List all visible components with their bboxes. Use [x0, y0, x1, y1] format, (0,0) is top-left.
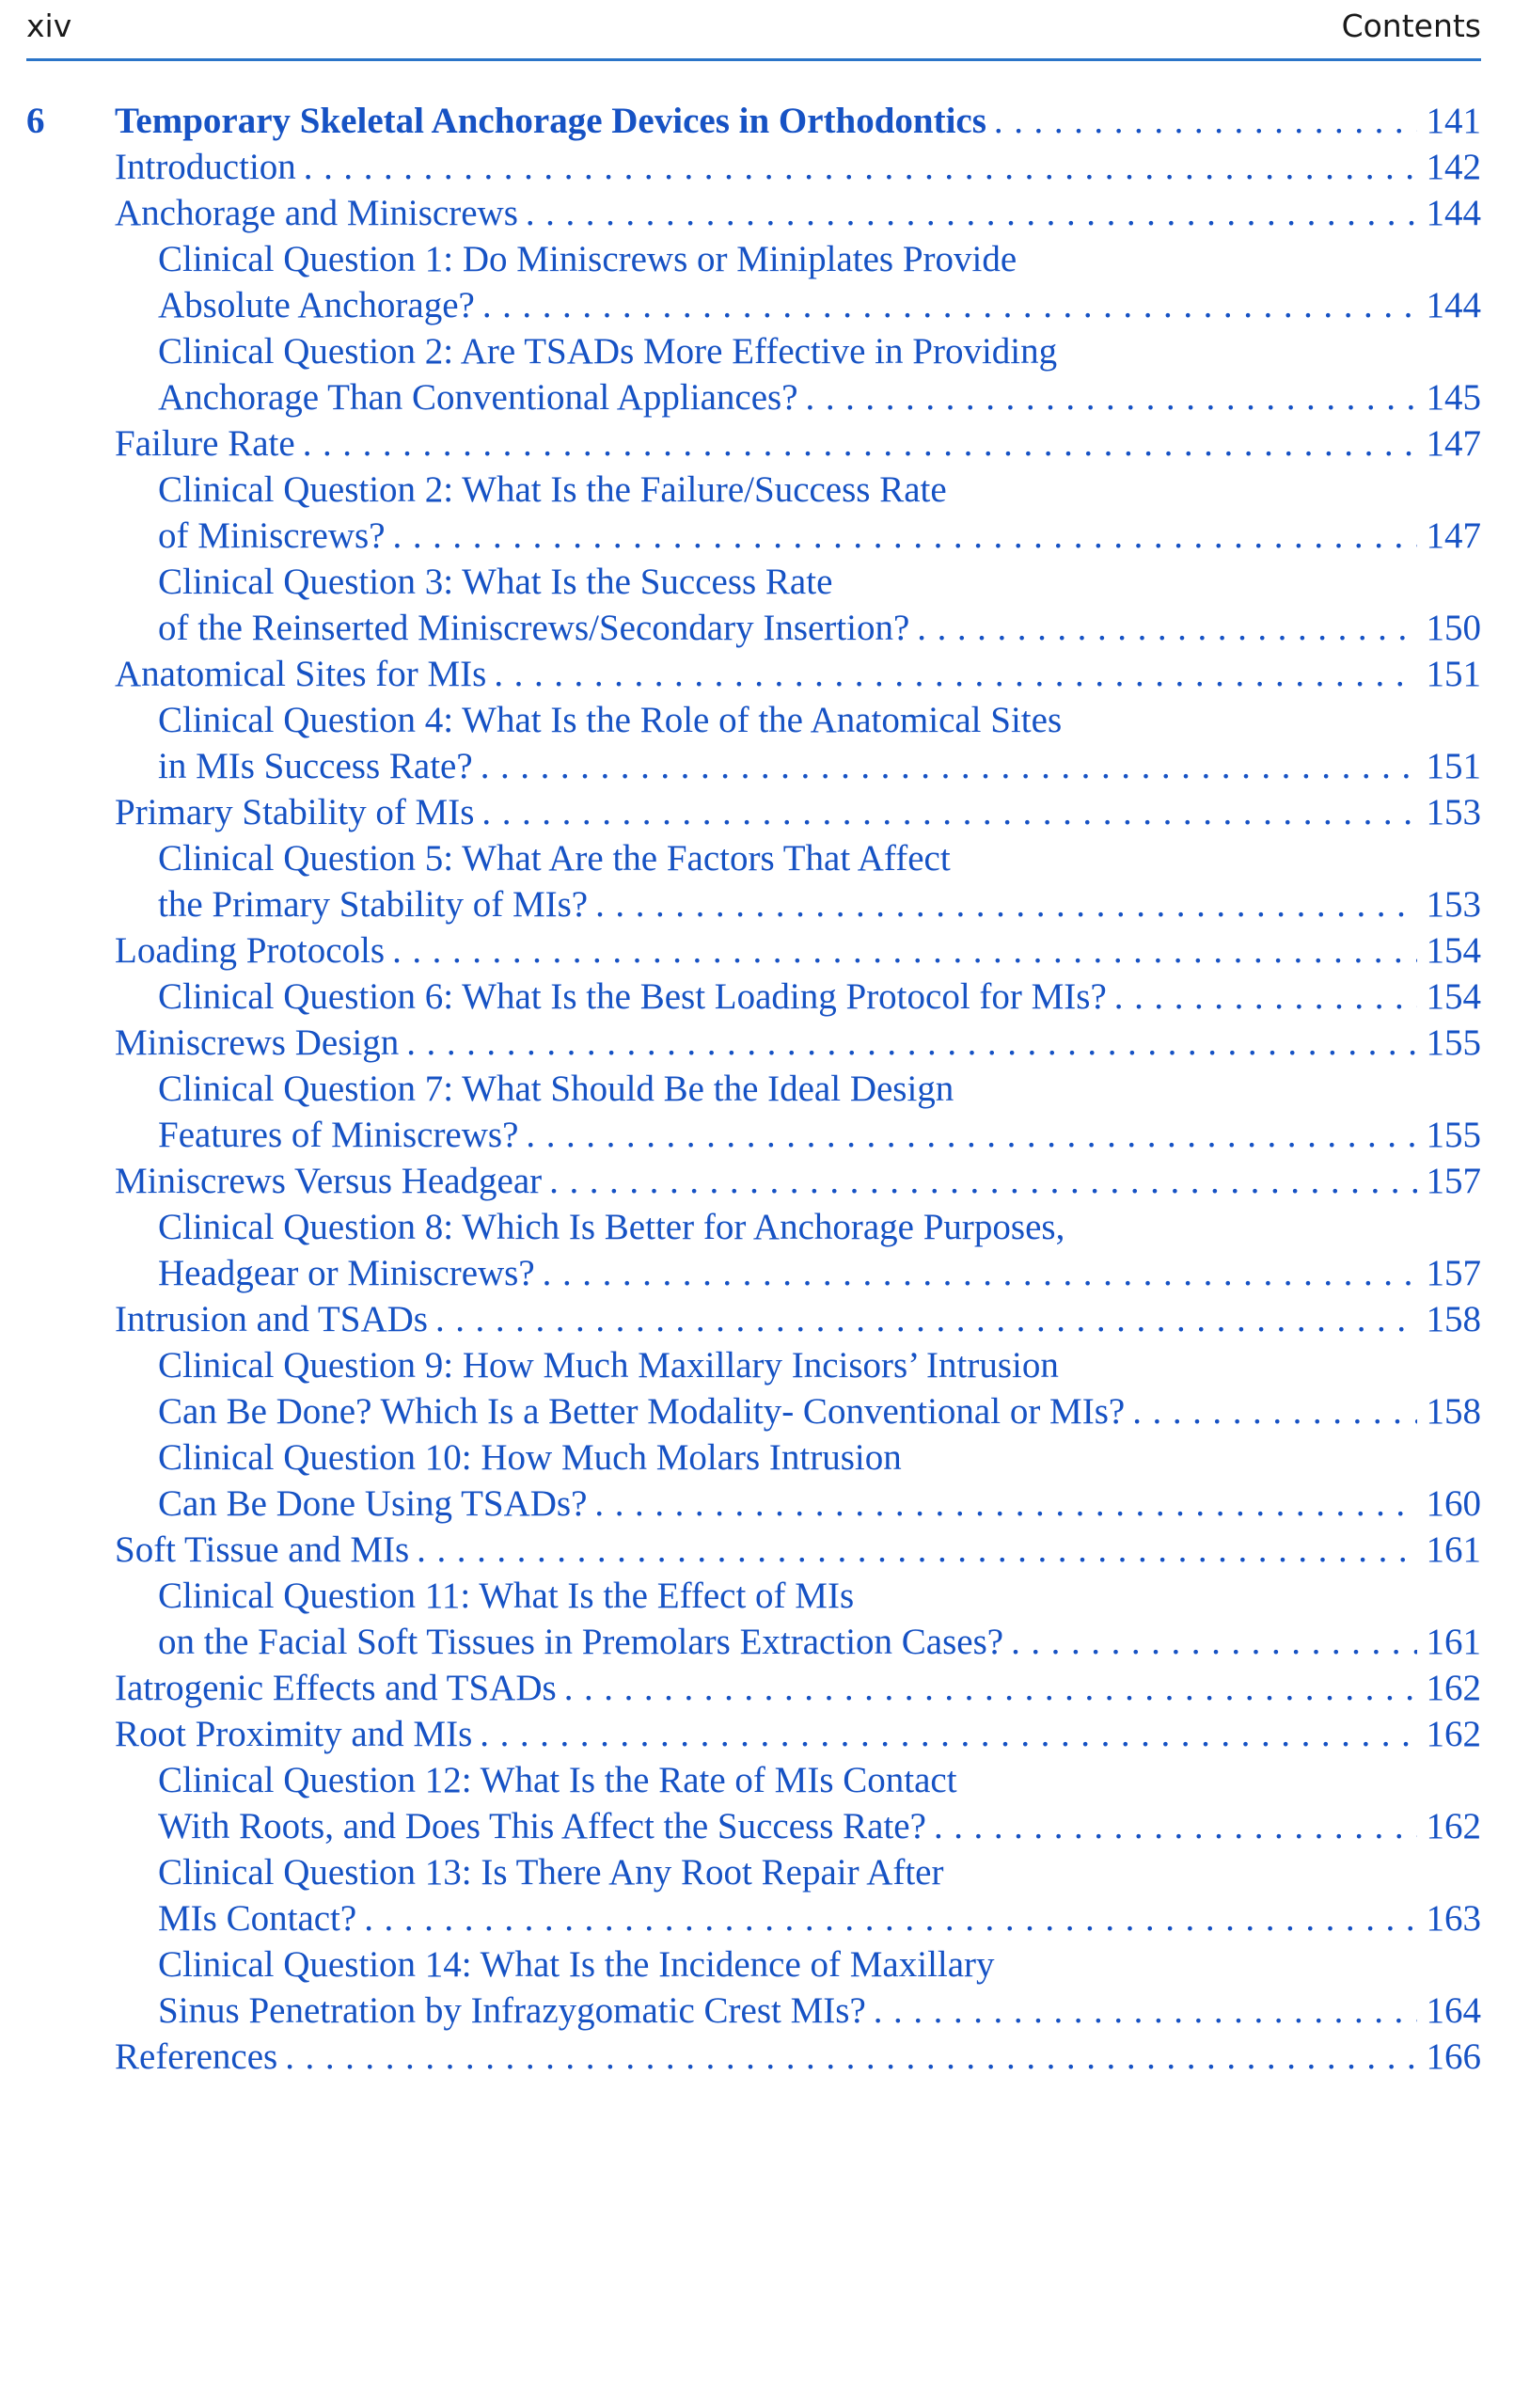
dot-leader: [1125, 1388, 1417, 1434]
toc-entry-title[interactable]: Primary Stability of MIs: [115, 792, 475, 832]
toc-page-number[interactable]: 155: [1426, 1115, 1481, 1155]
toc-page-number[interactable]: 151: [1426, 746, 1481, 786]
dot-leader: [535, 1250, 1417, 1296]
toc-entry-title[interactable]: MIs Contact?: [158, 1898, 357, 1939]
dot-leader: [386, 513, 1417, 559]
toc-entry-title[interactable]: Iatrogenic Effects and TSADs: [115, 1668, 557, 1708]
toc-entry-title-line[interactable]: Clinical Question 9: How Much Maxillary Incisors’ Intrusion: [158, 1345, 1059, 1386]
toc-entry-row[interactable]: [158, 1619, 1481, 1665]
toc-entry-title[interactable]: Can Be Done? Which Is a Better Modality- Conventional or MIs?: [158, 1391, 1126, 1432]
toc-entry-title[interactable]: the Primary Stability of MIs?: [158, 884, 589, 925]
toc-page-number[interactable]: 154: [1426, 930, 1481, 971]
toc-page-number[interactable]: 150: [1426, 608, 1481, 648]
dot-leader: [1003, 1619, 1417, 1665]
toc-entry-title[interactable]: Loading Protocols: [115, 930, 386, 971]
toc-page-number[interactable]: 161: [1426, 1622, 1481, 1662]
toc-page-number[interactable]: 153: [1426, 792, 1481, 832]
toc-entry-row[interactable]: [158, 605, 1481, 651]
toc-entry-title-line[interactable]: Clinical Question 1: Do Miniscrews or Miniplates Provide: [158, 239, 1017, 279]
dot-leader: [295, 420, 1417, 467]
toc-entry-row[interactable]: [158, 1803, 1481, 1849]
dot-leader: [409, 1527, 1417, 1573]
toc-entry-row[interactable]: [115, 1020, 1481, 1066]
toc-entry-title[interactable]: Introduction: [115, 147, 296, 187]
toc-page-number[interactable]: 145: [1426, 377, 1481, 418]
toc-page-number[interactable]: 158: [1426, 1299, 1481, 1339]
toc-entry-title[interactable]: on the Facial Soft Tissues in Premolars Extraction Cases?: [158, 1622, 1004, 1662]
toc-entry-title-line[interactable]: Clinical Question 8: Which Is Better for Anchorage Purposes,: [158, 1207, 1065, 1247]
toc-entry-title-line[interactable]: Clinical Question 5: What Are the Factors That Affect: [158, 838, 951, 879]
dot-leader: [474, 789, 1417, 835]
toc-entry-title-line[interactable]: Clinical Question 11: What Is the Effect of MIs: [158, 1576, 855, 1616]
dot-leader: [909, 605, 1417, 651]
toc-entry-row[interactable]: [115, 190, 1481, 236]
toc-entry-title[interactable]: Anchorage and Miniscrews: [115, 193, 518, 233]
toc-page-number[interactable]: 162: [1426, 1714, 1481, 1754]
dot-leader: [356, 1895, 1417, 1941]
toc-entry-row[interactable]: [115, 144, 1481, 190]
toc-page-number[interactable]: 166: [1426, 2036, 1481, 2077]
toc-entry-row[interactable]: [115, 789, 1481, 835]
toc-entry-row[interactable]: [115, 1296, 1481, 1342]
toc-entry-row[interactable]: [158, 1388, 1481, 1434]
toc-entry-row[interactable]: [158, 374, 1481, 420]
toc-entry-title[interactable]: Anchorage Than Conventional Appliances?: [158, 377, 798, 418]
toc-entry-title[interactable]: Root Proximity and MIs: [115, 1714, 473, 1754]
toc-page-number[interactable]: 151: [1426, 654, 1481, 694]
toc-entry-title-line[interactable]: Clinical Question 10: How Much Molars Intrusion: [158, 1437, 902, 1478]
toc-page-number[interactable]: 144: [1426, 193, 1481, 233]
toc-page-number[interactable]: 147: [1426, 423, 1481, 464]
dot-leader: [557, 1665, 1417, 1711]
dot-leader: [486, 651, 1417, 697]
toc-entry-title-line[interactable]: Clinical Question 14: What Is the Incidence of Maxillary: [158, 1944, 995, 1985]
toc-entry-row[interactable]: [158, 974, 1481, 1020]
running-header-title: Contents: [1341, 8, 1481, 44]
dot-leader: [518, 1112, 1417, 1158]
toc-entry-title-line[interactable]: Clinical Question 2: Are TSADs More Effective in Providing: [158, 331, 1058, 372]
toc-page-number[interactable]: 144: [1426, 285, 1481, 325]
dot-leader: [1107, 974, 1417, 1020]
toc-entry-row[interactable]: [115, 420, 1481, 467]
toc-page-number[interactable]: 142: [1426, 147, 1481, 187]
toc-entry-row[interactable]: [158, 1988, 1481, 2034]
toc-entry-title[interactable]: Failure Rate: [115, 423, 295, 464]
toc-page-number[interactable]: 162: [1426, 1668, 1481, 1708]
chapter-number: 6: [26, 101, 45, 141]
toc-entry-row[interactable]: [158, 743, 1481, 789]
toc-entry-title-line[interactable]: Clinical Question 4: What Is the Role of the Anatomical Sites: [158, 700, 1063, 740]
toc-page-number[interactable]: 157: [1426, 1253, 1481, 1293]
toc-entry-row[interactable]: [115, 927, 1481, 974]
toc-entry-row[interactable]: [115, 1665, 1481, 1711]
toc-entry-title[interactable]: Can Be Done Using TSADs?: [158, 1483, 588, 1524]
toc-entry-title-line[interactable]: Clinical Question 3: What Is the Success Rate: [158, 562, 833, 602]
toc-entry-row[interactable]: [115, 1527, 1481, 1573]
toc-entry-title-line[interactable]: Clinical Question 12: What Is the Rate of MIs Contact: [158, 1760, 957, 1800]
toc-page-number[interactable]: 153: [1426, 884, 1481, 925]
toc-entry-title[interactable]: Clinical Question 6: What Is the Best Loading Protocol for MIs?: [158, 976, 1107, 1017]
toc-page-number[interactable]: 154: [1426, 976, 1481, 1017]
dot-leader: [399, 1020, 1417, 1066]
page-folio: xiv: [26, 8, 72, 44]
dot-leader: [542, 1158, 1417, 1204]
dot-leader: [926, 1803, 1417, 1849]
toc-entry-row[interactable]: [158, 282, 1481, 328]
chapter-title[interactable]: Temporary Skeletal Anchorage Devices in Orthodontics: [115, 101, 986, 141]
chapter-page-number[interactable]: 141: [1426, 101, 1481, 141]
dot-leader: [588, 881, 1417, 927]
dot-leader: [472, 1711, 1417, 1757]
running-header: [26, 0, 1481, 60]
dot-leader: [277, 2034, 1417, 2080]
toc-entry-title[interactable]: With Roots, and Does This Affect the Success Rate?: [158, 1806, 926, 1846]
dot-leader: [475, 282, 1417, 328]
toc-page-number[interactable]: 161: [1426, 1529, 1481, 1570]
toc-entry-title[interactable]: Sinus Penetration by Infrazygomatic Crest MIs?: [158, 1990, 866, 2031]
chapter-entry[interactable]: [115, 98, 1481, 144]
toc-entry-title[interactable]: Absolute Anchorage?: [158, 285, 475, 325]
dot-leader: [296, 144, 1417, 190]
dot-leader: [518, 190, 1417, 236]
toc-entry-title[interactable]: of Miniscrews?: [158, 515, 386, 556]
toc-entry-title-line[interactable]: Clinical Question 7: What Should Be the Ideal Design: [158, 1069, 954, 1109]
dot-leader: [473, 743, 1417, 789]
toc-entry-title[interactable]: Anatomical Sites for MIs: [115, 654, 487, 694]
toc-entry-title[interactable]: Intrusion and TSADs: [115, 1299, 428, 1339]
toc-page-number[interactable]: 157: [1426, 1161, 1481, 1201]
dot-leader: [385, 927, 1417, 974]
toc-entry-title[interactable]: Features of Miniscrews?: [158, 1115, 519, 1155]
toc-entry-title-line[interactable]: Clinical Question 2: What Is the Failure/Success Rate: [158, 469, 947, 510]
toc-page-number[interactable]: 160: [1426, 1483, 1481, 1524]
toc-entry-title[interactable]: Soft Tissue and MIs: [115, 1529, 410, 1570]
toc-page-number[interactable]: 158: [1426, 1391, 1481, 1432]
toc-entry-title[interactable]: Miniscrews Design: [115, 1022, 400, 1063]
toc-page-number[interactable]: 164: [1426, 1990, 1481, 2031]
toc-entry-row[interactable]: [158, 1895, 1481, 1941]
dot-leader: [428, 1296, 1417, 1342]
toc-entry-title[interactable]: of the Reinserted Miniscrews/Secondary Insertion?: [158, 608, 910, 648]
toc-entry-row[interactable]: [158, 513, 1481, 559]
toc-entry-row[interactable]: [115, 1711, 1481, 1757]
toc-entry-row[interactable]: [115, 1158, 1481, 1204]
toc-entry-row[interactable]: [115, 651, 1481, 697]
toc-page-number[interactable]: 163: [1426, 1898, 1481, 1939]
toc-entry-row[interactable]: [158, 1481, 1481, 1527]
toc-entry-title[interactable]: References: [115, 2036, 278, 2077]
toc-entry-row[interactable]: [158, 1250, 1481, 1296]
dot-leader: [587, 1481, 1417, 1527]
toc-page-number[interactable]: 162: [1426, 1806, 1481, 1846]
toc-page-number[interactable]: 147: [1426, 515, 1481, 556]
toc-entry-row[interactable]: [158, 881, 1481, 927]
toc-entry-title[interactable]: in MIs Success Rate?: [158, 746, 473, 786]
header-rule: [26, 58, 1481, 61]
dot-leader: [986, 98, 1417, 144]
toc-entry-title[interactable]: Miniscrews Versus Headgear: [115, 1161, 543, 1201]
dot-leader: [798, 374, 1417, 420]
toc-entry-row[interactable]: [158, 1112, 1481, 1158]
toc-entry-title[interactable]: Headgear or Miniscrews?: [158, 1253, 535, 1293]
toc-page-number[interactable]: 155: [1426, 1022, 1481, 1063]
toc-entry-title-line[interactable]: Clinical Question 13: Is There Any Root Repair After: [158, 1852, 944, 1893]
toc-entry-row[interactable]: [115, 2034, 1481, 2080]
dot-leader: [866, 1988, 1417, 2034]
